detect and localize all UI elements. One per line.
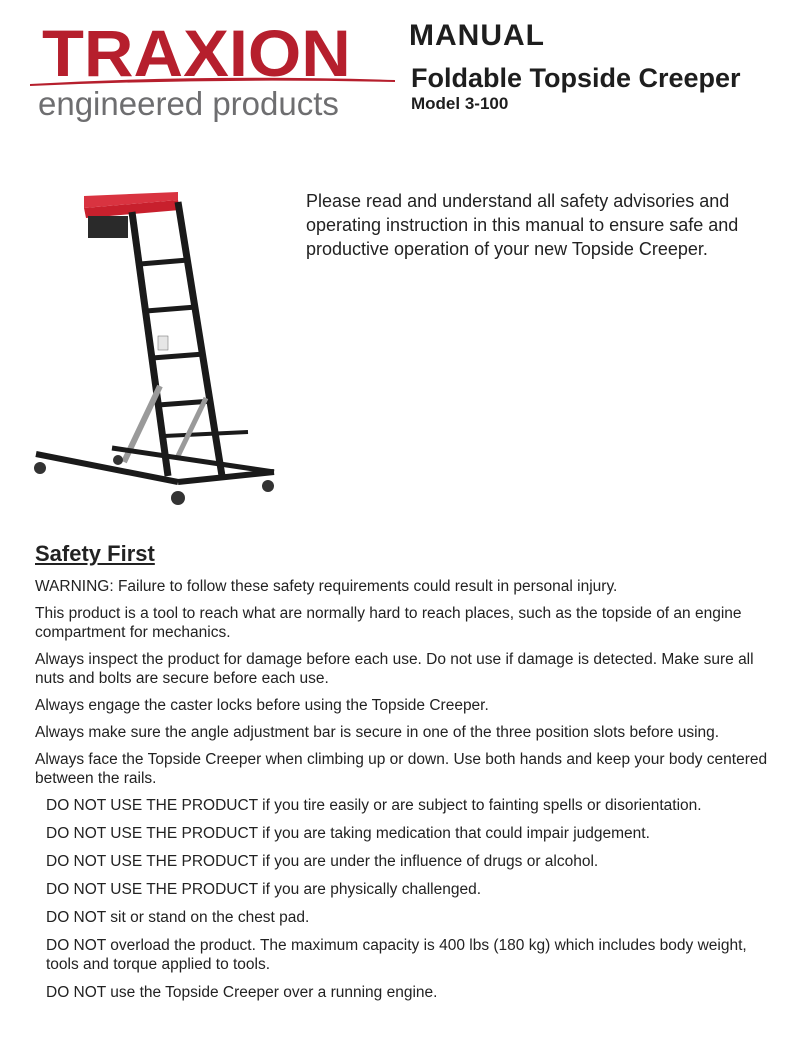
do-not-item: DO NOT USE THE PRODUCT if you are under the influence of drugs or alcohol.: [46, 853, 599, 870]
section-heading: Safety First: [35, 541, 155, 566]
document-type: MANUAL: [409, 19, 545, 52]
do-not-item: DO NOT USE THE PRODUCT if you are taking medication that could impair judgement.: [46, 825, 650, 842]
safety-paragraph: Always face the Topside Creeper when climbing up or down. Use both hands and keep your body centered between the rails.: [35, 751, 768, 787]
logo-tagline: engineered products: [38, 85, 339, 122]
product-title: Foldable Topside Creeper: [411, 63, 741, 93]
do-not-item: DO NOT use the Topside Creeper over a running engine.: [46, 984, 438, 1001]
brand-logo: [30, 16, 395, 122]
intro-paragraph: Please read and understand all safety advisories and operating instruction in this manual to ensure safe and productive operation of your new Topside Creeper.: [306, 191, 739, 259]
safety-paragraph: Always inspect the product for damage before each use. Do not use if damage is detected. Make sure all nuts and bolts are secure before each use.: [35, 651, 754, 687]
do-not-item: DO NOT overload the product. The maximum capacity is 400 lbs (180 kg) which includes body weight, tools and torque applied to tools.: [46, 937, 747, 973]
safety-paragraph: WARNING: Failure to follow these safety requirements could result in personal injury.: [35, 578, 618, 595]
do-not-item: DO NOT USE THE PRODUCT if you tire easily or are subject to fainting spells or disorientation.: [46, 797, 702, 814]
safety-list: [35, 577, 780, 1011]
model-number: Model 3-100: [411, 94, 509, 113]
do-not-item: DO NOT sit or stand on the chest pad.: [46, 909, 310, 926]
safety-paragraph: This product is a tool to reach what are normally hard to reach places, such as the topside of an engine compartment for mechanics.: [35, 605, 742, 641]
product-photo: [28, 186, 290, 516]
logo-wordmark: TRAXION: [42, 16, 351, 90]
safety-paragraph: Always make sure the angle adjustment bar is secure in one of the three position slots before using.: [35, 724, 720, 741]
safety-paragraph: Always engage the caster locks before using the Topside Creeper.: [35, 697, 489, 714]
do-not-item: DO NOT USE THE PRODUCT if you are physically challenged.: [46, 881, 482, 898]
